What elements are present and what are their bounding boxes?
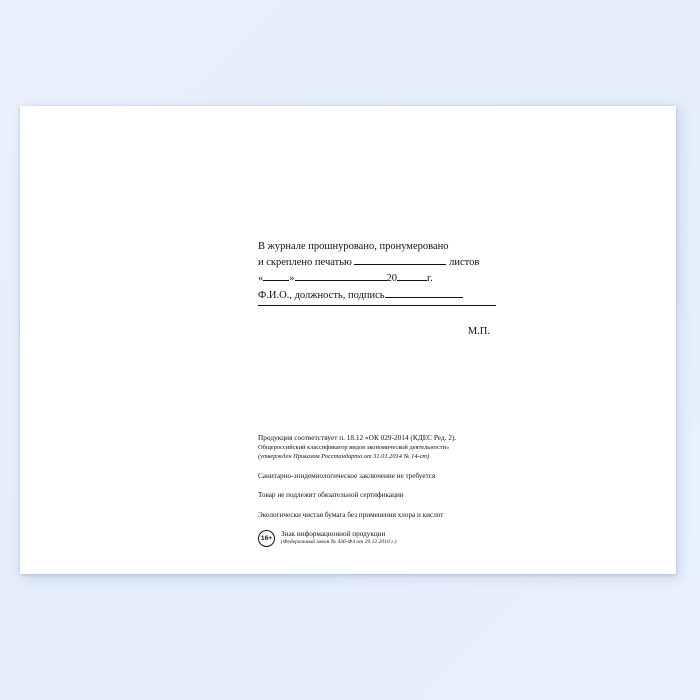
compliance-paragraph <box>258 433 518 462</box>
month-blank[interactable] <box>295 270 387 281</box>
compliance-line-1: Продукция соответствует п. 18.12 «ОК 029-2014 (КДЕС Ред. 2). <box>258 433 457 442</box>
age-mark-title: Знак информационной продукции <box>281 530 386 539</box>
year-blank[interactable] <box>397 270 427 281</box>
date-quote-close: » <box>289 273 295 285</box>
certification-line-4 <box>258 287 508 303</box>
age-mark-row <box>258 530 518 547</box>
document-page <box>20 106 676 574</box>
signature-rule[interactable] <box>258 305 496 306</box>
legal-spacer-1 <box>258 462 518 471</box>
year-suffix: г. <box>427 273 433 285</box>
certification-line-1 <box>258 239 508 254</box>
signatory-label: Ф.И.О., должность, подпись <box>258 289 385 301</box>
certification-line-3 <box>258 270 508 286</box>
sanitary-note: Санитарно-эпидемиологическое заключение не требуется <box>258 471 436 480</box>
age-rating-icon: 16+ <box>258 530 275 547</box>
compliance-line-2: Общероссийский классификатор видов экономической деятельности» <box>258 444 450 452</box>
legal-spacer-2 <box>258 481 518 490</box>
certification-line-2-prefix: и скреплено печатью <box>258 257 352 269</box>
certification-line-1-text: В журнале прошнуровано, пронумеровано <box>258 241 449 252</box>
eco-note: Экологически чистая бумага без применения хлора и кислот <box>258 511 444 520</box>
legal-block <box>258 433 518 547</box>
legal-spacer-3 <box>258 501 518 510</box>
certification-line-2-suffix: листов <box>449 257 480 269</box>
signature-blank[interactable] <box>385 287 463 298</box>
certification-line-2 <box>258 254 508 270</box>
age-mark-law: (Федеральный закон № 436-ФЗ от 29.12.2010 г.) <box>281 539 397 546</box>
compliance-line-3: (утвержден Приказом Росстандарта от 31.01.2014 № 14-ст) <box>258 453 430 461</box>
date-quote-open: « <box>258 273 264 285</box>
year-prefix: 20 <box>386 273 397 285</box>
age-mark-text <box>281 530 397 546</box>
stamp-place: М.П. <box>467 325 490 337</box>
certification-note: Товар не подлежит обязательной сертификации <box>258 491 404 500</box>
certification-block <box>258 239 508 339</box>
day-blank[interactable] <box>263 270 289 281</box>
sheets-count-blank[interactable] <box>354 254 446 265</box>
